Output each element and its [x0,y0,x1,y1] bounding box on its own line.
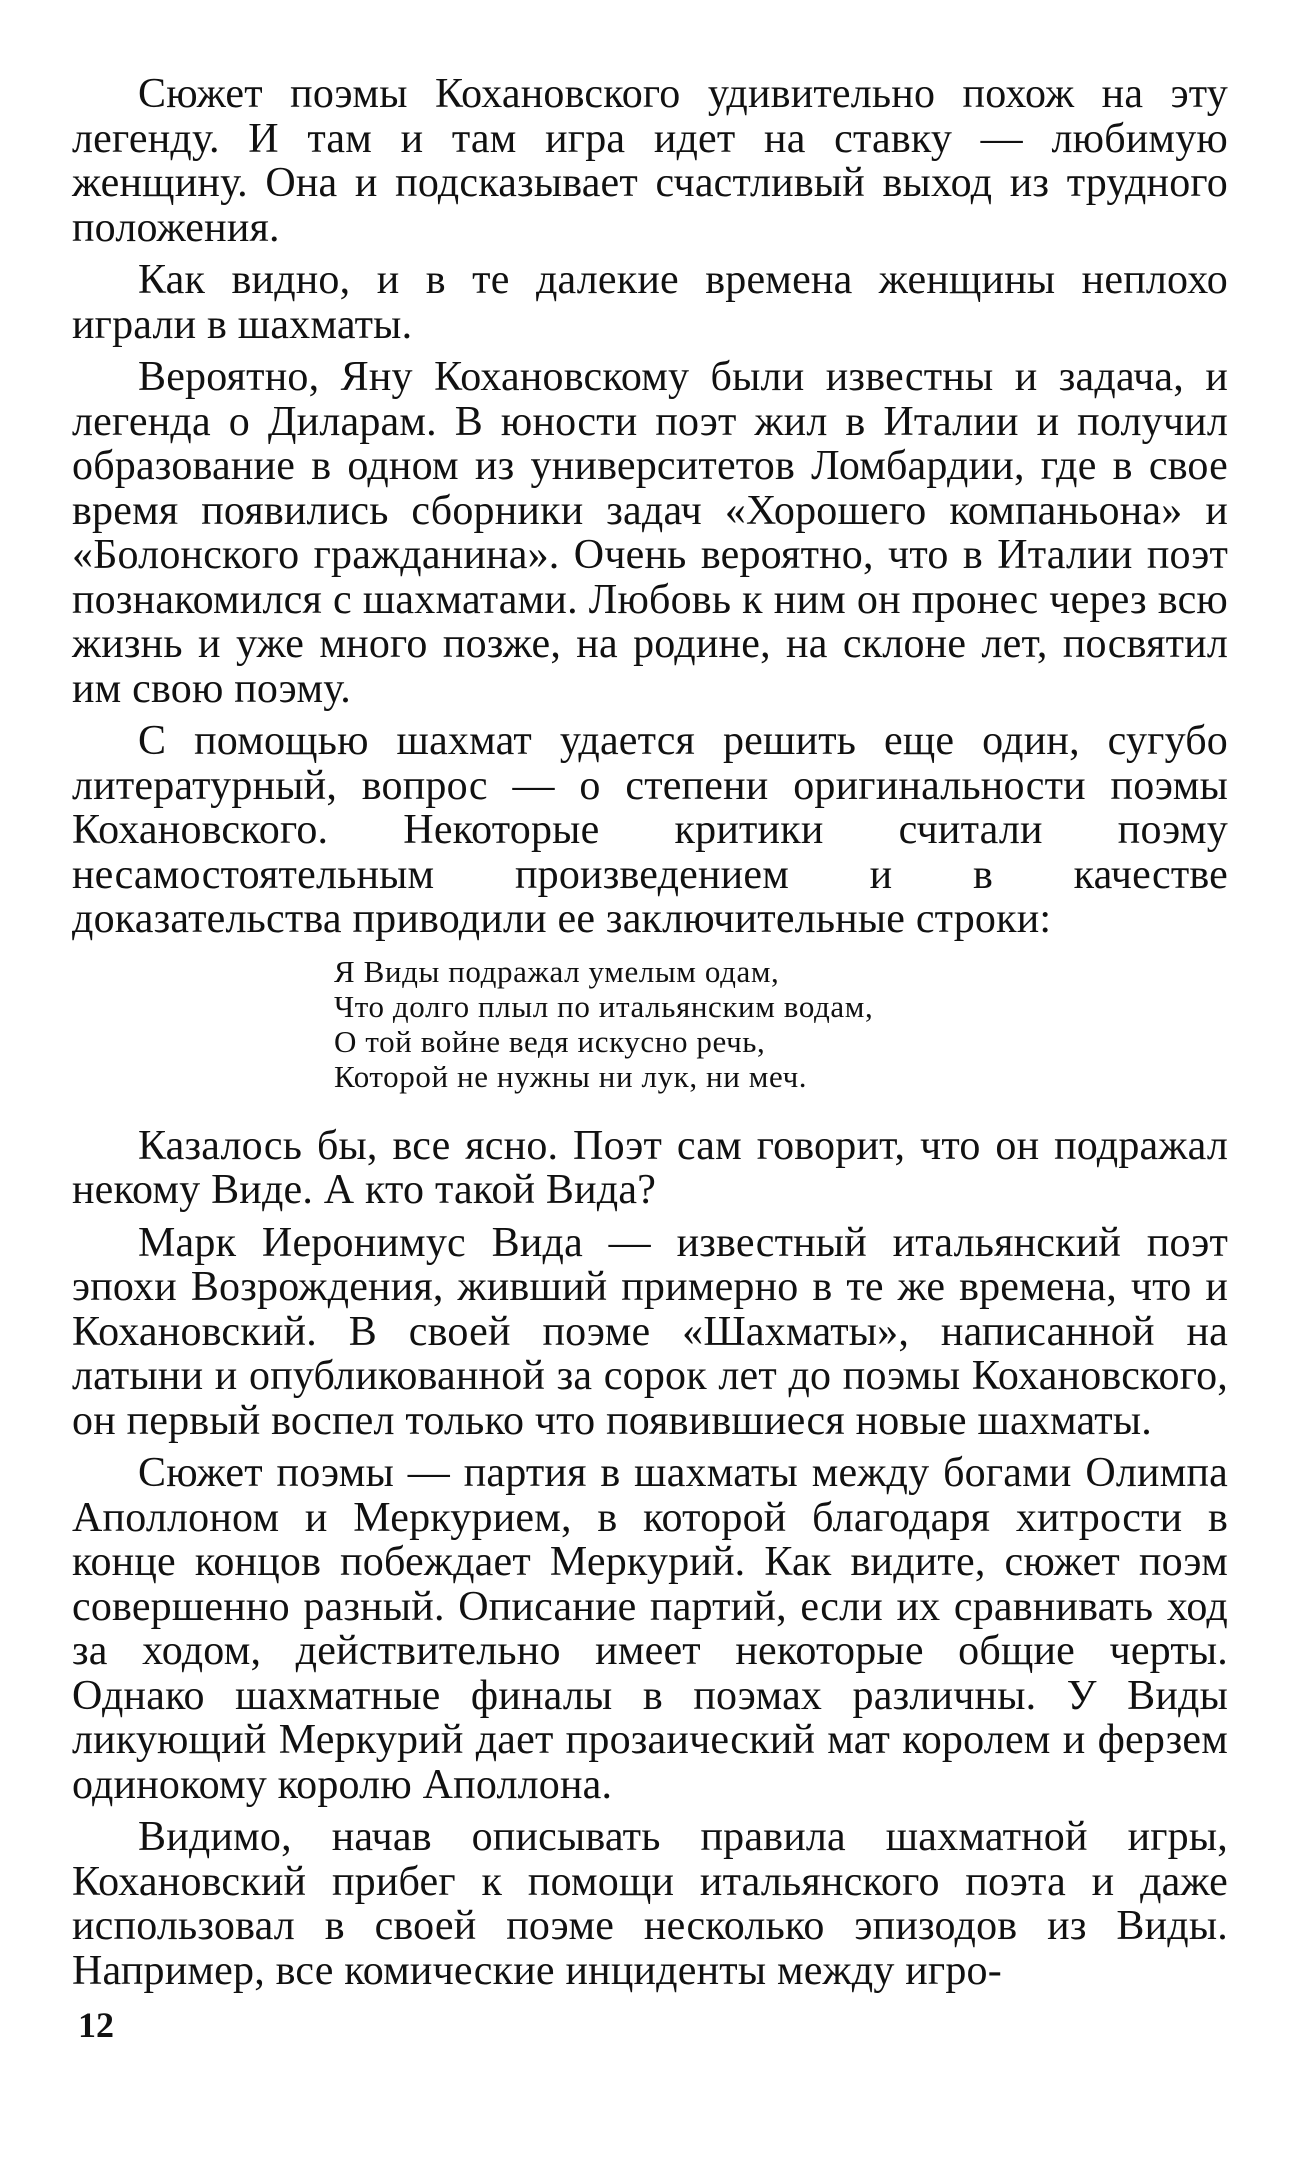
poem-line: О той войне ведя искусно речь, [334,1023,766,1059]
poem-line: Я Виды подражал умелым одам, [334,953,780,989]
poem-quote [334,954,1228,1094]
paragraph: Казалось бы, все ясно. Поэт сам говорит, что он подражал некому Виде. А кто такой Вида? [72,1122,1228,1213]
page-number: 12 [78,2005,114,2045]
poem-line: Что долго плыл по итальянским водам, [334,988,874,1024]
poem-line: Которой не нужны ни лук, ни меч. [334,1058,808,1094]
paragraph: Вероятно, Яну Кохановскому были известны и задача, и легенда о Диларам. В юности поэт жил в Италии и получил образование в одном из университетов Ломбардии, где в свое время появились сборники задач «Хорошего компаньона» и «Болонского гражданина». Очень вероятно, что в Италии поэт познакомился с шахматами. Любовь к ним он пронес через всю жизнь и уже много позже, на родине, на склоне лет, посвятил им свою поэму. [72,354,1228,712]
paragraph: Сюжет поэмы — партия в шахматы между богами Олимпа Аполлоном и Меркурием, в которой благодаря хитрости в конце концов побеждает Меркурий. Как видите, сюжет поэм совершенно разный. Описание партий, если их сравнивать ход за ходом, действительно имеет некоторые общие черты. Однако шахматные финалы в поэмах различны. У Виды ликующий Меркурий дает прозаический мат королем и ферзем одинокому королю Аполлона. [72,1450,1228,1808]
paragraph: Видимо, начав описывать правила шахматной игры, Кохановский прибег к помощи итальянского поэта и даже использовал в своей поэме несколько эпизодов из Виды. Например, все комические инциденты между игро- [72,1814,1228,1994]
paragraph: Сюжет поэмы Кохановского удивительно похож на эту легенду. И там и там игра идет на ставку — любимую женщину. Она и подсказывает счастливый выход из трудного положения. [72,71,1228,251]
paragraph: Как видно, и в те далекие времена женщины неплохо играли в шахматы. [72,257,1228,348]
page-text [72,72,1228,1993]
paragraph: С помощью шахмат удается решить еще один, сугубо литературный, вопрос — о степени оригинальности поэмы Кохановского. Некоторые критики считали поэму несамостоятельным произведением и в качестве доказательства приводили ее заключительные строки: [72,718,1228,942]
paragraph: Марк Иеронимус Вида — известный итальянский поэт эпохи Возрождения, живший примерно в те же времена, что и Кохановский. В своей поэме «Шахматы», написанной на латыни и опубликованной за сорок лет до поэмы Кохановского, он первый воспел только что появившиеся новые шахматы. [72,1219,1228,1444]
